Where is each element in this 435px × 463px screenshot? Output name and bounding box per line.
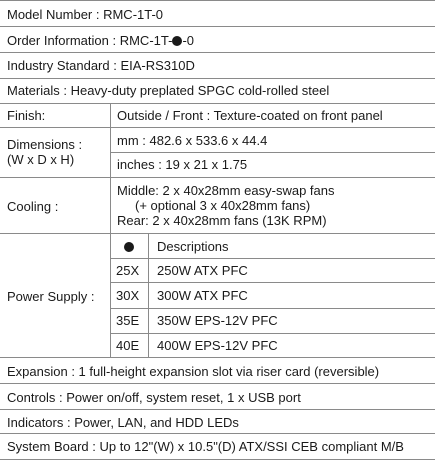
power-header-descriptions: Descriptions: [157, 239, 229, 254]
order-information-prefix: Order Information : RMC-1T-: [7, 33, 173, 48]
row-system-board: [0, 434, 435, 460]
power-description: 350W EPS-12V PFC: [157, 313, 278, 328]
row-industry-standard: [0, 53, 435, 79]
power-code-column-divider: [148, 234, 149, 358]
row-materials: [0, 79, 435, 104]
expansion-text: Expansion : 1 full-height expansion slot via riser card (reversible): [7, 364, 380, 379]
power-row-divider: [110, 258, 435, 259]
power-row-divider: [110, 333, 435, 334]
power-row-divider: [110, 308, 435, 309]
label-column-divider: [110, 104, 111, 358]
power-code: 25X: [116, 263, 140, 278]
finish-label: Finish:: [7, 108, 46, 123]
model-number-text: Model Number : RMC-1T-0: [7, 7, 164, 22]
order-information-suffix: -0: [182, 33, 194, 48]
row-finish: [0, 104, 435, 128]
order-information-text: [7, 33, 194, 49]
row-dimensions: [0, 128, 435, 178]
row-model-number: [0, 1, 435, 27]
cooling-line-rear: Rear: 2 x 40x28mm fans (13K RPM): [117, 213, 327, 228]
system-board-text: System Board : Up to 12"(W) x 10.5"(D) ATX/SSI CEB compliant M/B: [7, 439, 404, 454]
power-code: 30X: [116, 288, 140, 303]
finish-value: Outside / Front : Texture-coated on front panel: [117, 108, 383, 123]
materials-text: Materials : Heavy-duty preplated SPGC cold-rolled steel: [7, 83, 330, 98]
power-description: 400W EPS-12V PFC: [157, 338, 278, 353]
row-controls: [0, 384, 435, 410]
cooling-line-middle: Middle: 2 x 40x28mm easy-swap fans: [117, 183, 335, 198]
row-order-information: [0, 27, 435, 53]
dimensions-divider: [110, 152, 435, 153]
power-description: 250W ATX PFC: [157, 263, 248, 278]
cooling-label: Cooling :: [7, 199, 59, 214]
row-power-supply: [0, 234, 435, 358]
dimensions-inches: inches : 19 x 21 x 1.75: [117, 157, 248, 172]
cooling-line-optional: (+ optional 3 x 40x28mm fans): [135, 198, 311, 213]
industry-standard-text: Industry Standard : EIA-RS310D: [7, 58, 195, 73]
row-expansion: [0, 358, 435, 384]
dimensions-label: Dimensions :: [7, 137, 83, 152]
dimensions-sublabel: (W x D x H): [7, 152, 75, 167]
bullet-placeholder-icon: [172, 36, 182, 46]
power-code-header-bullet-icon: [124, 242, 134, 252]
row-cooling: [0, 178, 435, 234]
power-code: 35E: [116, 313, 140, 328]
dimensions-mm: mm : 482.6 x 533.6 x 44.4: [117, 133, 268, 148]
power-code: 40E: [116, 338, 140, 353]
indicators-text: Indicators : Power, LAN, and HDD LEDs: [7, 415, 239, 430]
power-description: 300W ATX PFC: [157, 288, 248, 303]
row-indicators: [0, 410, 435, 434]
power-row-divider: [110, 282, 435, 283]
controls-text: Controls : Power on/off, system reset, 1 x USB port: [7, 390, 301, 405]
power-supply-label: Power Supply :: [7, 289, 95, 304]
